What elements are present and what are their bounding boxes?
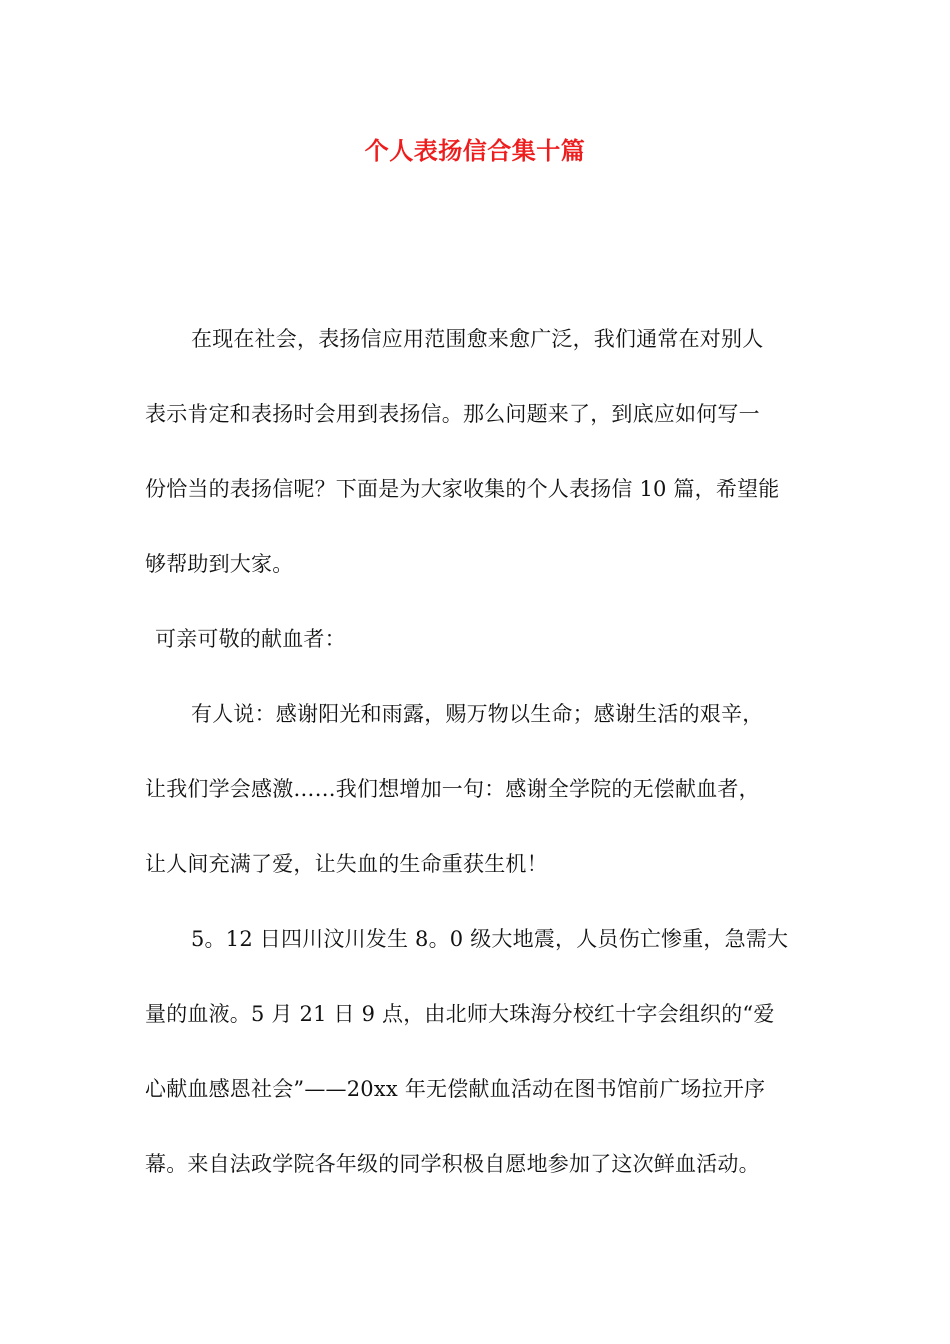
intro-line-2: 表示肯定和表扬时会用到表扬信。那么问题来了，到底应如何写一 xyxy=(145,402,760,426)
intro-line-3: 份恰当的表扬信呢？下面是为大家收集的个人表扬信 10 篇，希望能 xyxy=(145,477,780,501)
body-line-2: 让我们学会感激……我们想增加一句：感谢全学院的无偿献血者， xyxy=(145,777,760,801)
body-line-5: 量的血液。5 月 21 日 9 点，由北师大珠海分校红十字会组织的“爱 xyxy=(145,1002,775,1026)
intro-line-4: 够帮助到大家。 xyxy=(145,552,294,576)
document-title: 个人表扬信合集十篇 xyxy=(364,136,586,165)
body-line-3: 让人间充满了爱，让失血的生命重获生机！ xyxy=(145,852,548,876)
body-line-6: 心献血感恩社会”——20xx 年无偿献血活动在图书馆前广场拉开序 xyxy=(145,1077,766,1101)
body-line-1: 有人说：感谢阳光和雨露，赐万物以生命；感谢生活的艰辛， xyxy=(191,702,764,726)
body-line-7: 幕。来自法政学院各年级的同学积极自愿地参加了这次鲜血活动。 xyxy=(145,1152,760,1176)
intro-line-1: 在现在社会，表扬信应用范围愈来愈广泛，我们通常在对别人 xyxy=(191,327,764,351)
body-line-4: 5。12 日四川汶川发生 8。0 级大地震，人员伤亡惨重，急需大 xyxy=(191,927,789,951)
salutation: 可亲可敬的献血者： xyxy=(155,627,346,651)
